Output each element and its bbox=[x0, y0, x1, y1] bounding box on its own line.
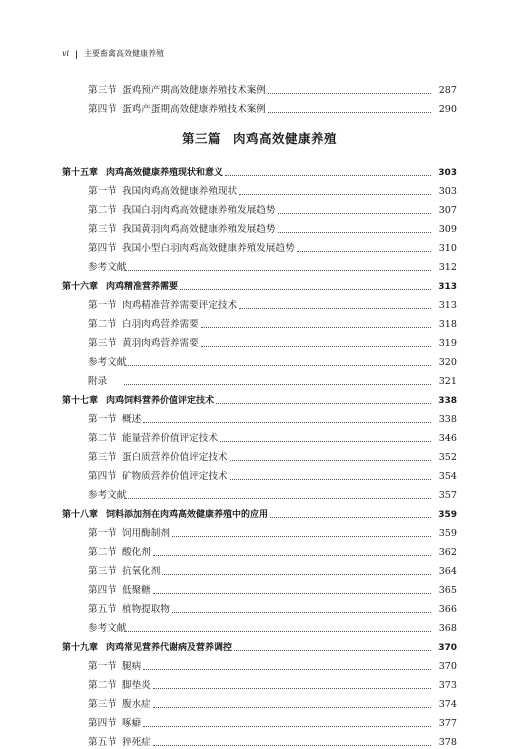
toc-section-entry[interactable] bbox=[62, 711, 457, 730]
entry-title: 蛋鸡产蛋期高效健康养殖技术案例 bbox=[122, 104, 266, 115]
entry-page: 346 bbox=[438, 433, 457, 444]
dot-leader bbox=[124, 631, 431, 632]
entry-label: 第十六章 bbox=[62, 282, 99, 292]
entry-page: 374 bbox=[438, 699, 457, 710]
dot-leader bbox=[220, 441, 431, 442]
entry-label: 第一节 bbox=[88, 300, 117, 311]
entry-page: 310 bbox=[438, 243, 457, 254]
entry-page: 338 bbox=[438, 396, 457, 406]
entry-title: 黄羽肉鸡营养需要 bbox=[122, 338, 199, 349]
entry-title: 脚垫炎 bbox=[122, 680, 151, 691]
entry-title: 低聚糖 bbox=[122, 585, 151, 596]
dot-leader bbox=[216, 403, 431, 404]
entry-label: 参考文献 bbox=[88, 623, 127, 634]
toc-section-entry[interactable] bbox=[62, 255, 457, 274]
entry-label: 第二节 bbox=[88, 319, 117, 330]
entry-title: 我国肉鸡高效健康养殖现状 bbox=[122, 186, 238, 197]
entry-title: 啄癖 bbox=[122, 718, 142, 729]
book-title: 主要畜禽高效健康养殖 bbox=[84, 49, 164, 58]
dot-leader bbox=[268, 112, 431, 113]
toc-section-entry[interactable] bbox=[62, 616, 457, 635]
entry-page: 313 bbox=[438, 282, 457, 292]
entry-title: 概述 bbox=[122, 414, 142, 425]
dot-leader bbox=[143, 726, 431, 727]
dot-leader bbox=[297, 251, 431, 252]
entry-title: 腿病 bbox=[122, 661, 142, 672]
toc-section-entry[interactable] bbox=[62, 730, 457, 749]
entry-title: 饲料添加剂在肉鸡高效健康养殖中的应用 bbox=[106, 510, 269, 520]
toc-section-entry[interactable] bbox=[62, 578, 457, 597]
entry-title: 能量营养价值评定技术 bbox=[122, 433, 218, 444]
dot-leader bbox=[153, 688, 431, 689]
entry-page: 368 bbox=[438, 623, 457, 634]
dot-leader bbox=[153, 707, 431, 708]
dot-leader bbox=[278, 232, 432, 233]
dot-leader bbox=[124, 498, 431, 499]
toc-section-entry[interactable] bbox=[62, 217, 457, 236]
dot-leader bbox=[230, 479, 431, 480]
entry-label: 第二节 bbox=[88, 680, 117, 691]
entry-title: 肉鸡常见营养代谢病及营养调控 bbox=[106, 643, 233, 653]
toc-section-entry[interactable] bbox=[62, 521, 457, 540]
entry-title: 蛋白质营养价值评定技术 bbox=[122, 452, 228, 463]
entry-label: 第一节 bbox=[88, 528, 117, 539]
toc-section-entry[interactable] bbox=[62, 654, 457, 673]
entry-page: 309 bbox=[438, 224, 457, 235]
entry-label: 第二节 bbox=[88, 547, 117, 558]
dot-leader bbox=[124, 365, 431, 366]
entry-page: 287 bbox=[438, 85, 457, 96]
toc-section-entry[interactable] bbox=[62, 597, 457, 616]
dot-leader bbox=[180, 289, 431, 290]
entry-page: 303 bbox=[438, 168, 457, 178]
dot-leader bbox=[162, 574, 431, 575]
entry-title: 植物提取物 bbox=[122, 604, 170, 615]
entry-label: 第三节 bbox=[88, 85, 117, 96]
toc-section-entry[interactable] bbox=[62, 673, 457, 692]
toc-section-entry[interactable] bbox=[62, 78, 457, 97]
toc-section-entry[interactable] bbox=[62, 198, 457, 217]
entry-label: 参考文献 bbox=[88, 357, 127, 368]
dot-leader bbox=[230, 460, 431, 461]
dot-leader bbox=[172, 536, 431, 537]
entry-page: 312 bbox=[438, 262, 457, 273]
entry-label: 第四节 bbox=[88, 718, 117, 729]
entry-title: 白羽肉鸡营养需要 bbox=[122, 319, 199, 330]
entry-label: 第三节 bbox=[88, 338, 117, 349]
entry-label: 参考文献 bbox=[88, 490, 127, 501]
part-label: 第三篇 bbox=[181, 131, 221, 146]
entry-title: 矿物质营养价值评定技术 bbox=[122, 471, 228, 482]
entry-page: 359 bbox=[438, 510, 457, 520]
entry-title: 肉鸡精准营养需要评定技术 bbox=[122, 300, 238, 311]
entry-title: 肉鸡精准营养需要 bbox=[106, 282, 179, 292]
entry-page: 354 bbox=[438, 471, 457, 482]
entry-title: 猝死症 bbox=[122, 737, 151, 748]
entry-title: 抗氧化剂 bbox=[122, 566, 161, 577]
entry-page: 373 bbox=[438, 680, 457, 691]
toc-section-entry[interactable] bbox=[62, 445, 457, 464]
entry-page: 352 bbox=[438, 452, 457, 463]
toc-section-entry[interactable] bbox=[62, 97, 457, 116]
entry-label: 第五节 bbox=[88, 737, 117, 748]
entry-page: 320 bbox=[438, 357, 457, 368]
dot-leader bbox=[153, 593, 431, 594]
entry-page: 362 bbox=[438, 547, 457, 558]
entry-page: 318 bbox=[438, 319, 457, 330]
entry-page: 313 bbox=[438, 300, 457, 311]
dot-leader bbox=[153, 555, 431, 556]
dot-leader bbox=[239, 194, 431, 195]
entry-title: 肉鸡高效健康养殖现状和意义 bbox=[106, 168, 224, 178]
dot-leader bbox=[124, 384, 431, 385]
dot-leader bbox=[143, 422, 431, 423]
dot-leader bbox=[124, 270, 431, 271]
entry-label: 附录 bbox=[88, 376, 108, 387]
toc-section-entry[interactable] bbox=[62, 331, 457, 350]
entry-label: 第十八章 bbox=[62, 510, 99, 520]
part-heading bbox=[62, 116, 457, 160]
entry-title: 我国白羽肉鸡高效健康养殖发展趋势 bbox=[122, 205, 276, 216]
entry-title: 我国黄羽肉鸡高效健康养殖发展趋势 bbox=[122, 224, 276, 235]
entry-label: 第十七章 bbox=[62, 396, 99, 406]
entry-label: 第一节 bbox=[88, 414, 117, 425]
toc-chapter-entry[interactable] bbox=[62, 502, 457, 521]
table-of-contents bbox=[62, 78, 457, 749]
toc-section-entry[interactable] bbox=[62, 540, 457, 559]
toc-section-entry[interactable] bbox=[62, 312, 457, 331]
dot-leader bbox=[153, 745, 431, 746]
dot-leader bbox=[201, 327, 431, 328]
dot-leader bbox=[225, 175, 431, 176]
entry-label: 第十九章 bbox=[62, 643, 99, 653]
dot-leader bbox=[270, 517, 431, 518]
entry-title: 腹水症 bbox=[122, 699, 151, 710]
entry-page: 364 bbox=[438, 566, 457, 577]
entry-label: 第四节 bbox=[88, 243, 117, 254]
dot-leader bbox=[172, 612, 431, 613]
toc-section-entry[interactable] bbox=[62, 293, 457, 312]
dot-leader bbox=[239, 308, 431, 309]
entry-page: 377 bbox=[438, 718, 457, 729]
dot-leader bbox=[278, 213, 432, 214]
toc-section-entry[interactable] bbox=[62, 483, 457, 502]
toc-section-entry[interactable] bbox=[62, 464, 457, 483]
toc-chapter-entry[interactable] bbox=[62, 388, 457, 407]
entry-label: 第二节 bbox=[88, 205, 117, 216]
entry-title: 我国小型白羽肉鸡高效健康养殖发展趋势 bbox=[122, 243, 295, 254]
entry-page: 319 bbox=[438, 338, 457, 349]
entry-page: 365 bbox=[438, 585, 457, 596]
dot-leader bbox=[234, 650, 431, 651]
toc-section-entry[interactable] bbox=[62, 236, 457, 255]
toc-section-entry[interactable] bbox=[62, 426, 457, 445]
entry-title: 酸化剂 bbox=[122, 547, 151, 558]
entry-page: 338 bbox=[438, 414, 457, 425]
entry-label: 第四节 bbox=[88, 104, 117, 115]
part-title: 肉鸡高效健康养殖 bbox=[233, 131, 338, 146]
entry-label: 第一节 bbox=[88, 186, 117, 197]
entry-title: 饲用酶制剂 bbox=[122, 528, 170, 539]
entry-page: 378 bbox=[438, 737, 457, 748]
entry-page: 321 bbox=[438, 376, 457, 387]
page-number: vi bbox=[62, 49, 70, 58]
running-header bbox=[62, 48, 164, 59]
entry-label: 第三节 bbox=[88, 566, 117, 577]
entry-page: 366 bbox=[438, 604, 457, 615]
toc-section-entry[interactable] bbox=[62, 369, 457, 388]
entry-label: 第三节 bbox=[88, 224, 117, 235]
entry-page: 359 bbox=[438, 528, 457, 539]
toc-section-entry[interactable] bbox=[62, 407, 457, 426]
entry-label: 第五节 bbox=[88, 604, 117, 615]
entry-page: 357 bbox=[438, 490, 457, 501]
entry-label: 第四节 bbox=[88, 585, 117, 596]
entry-title: 蛋鸡预产期高效健康养殖技术案例 bbox=[122, 85, 266, 96]
entry-label: 第四节 bbox=[88, 471, 117, 482]
entry-label: 第十五章 bbox=[62, 168, 99, 178]
toc-section-entry[interactable] bbox=[62, 559, 457, 578]
header-separator: | bbox=[75, 48, 78, 59]
entry-label: 第三节 bbox=[88, 699, 117, 710]
toc-section-entry[interactable] bbox=[62, 350, 457, 369]
entry-page: 303 bbox=[438, 186, 457, 197]
dot-leader bbox=[268, 93, 431, 94]
entry-page: 370 bbox=[438, 661, 457, 672]
entry-label: 第二节 bbox=[88, 433, 117, 444]
entry-page: 307 bbox=[438, 205, 457, 216]
dot-leader bbox=[201, 346, 431, 347]
toc-section-entry[interactable] bbox=[62, 179, 457, 198]
entry-page: 290 bbox=[438, 104, 457, 115]
toc-chapter-entry[interactable] bbox=[62, 635, 457, 654]
toc-section-entry[interactable] bbox=[62, 692, 457, 711]
toc-chapter-entry[interactable] bbox=[62, 274, 457, 293]
entry-page: 370 bbox=[438, 643, 457, 653]
entry-label: 第一节 bbox=[88, 661, 117, 672]
entry-label: 第三节 bbox=[88, 452, 117, 463]
entry-label: 参考文献 bbox=[88, 262, 127, 273]
entry-title: 肉鸡饲料营养价值评定技术 bbox=[106, 396, 215, 406]
dot-leader bbox=[143, 669, 431, 670]
toc-chapter-entry[interactable] bbox=[62, 160, 457, 179]
